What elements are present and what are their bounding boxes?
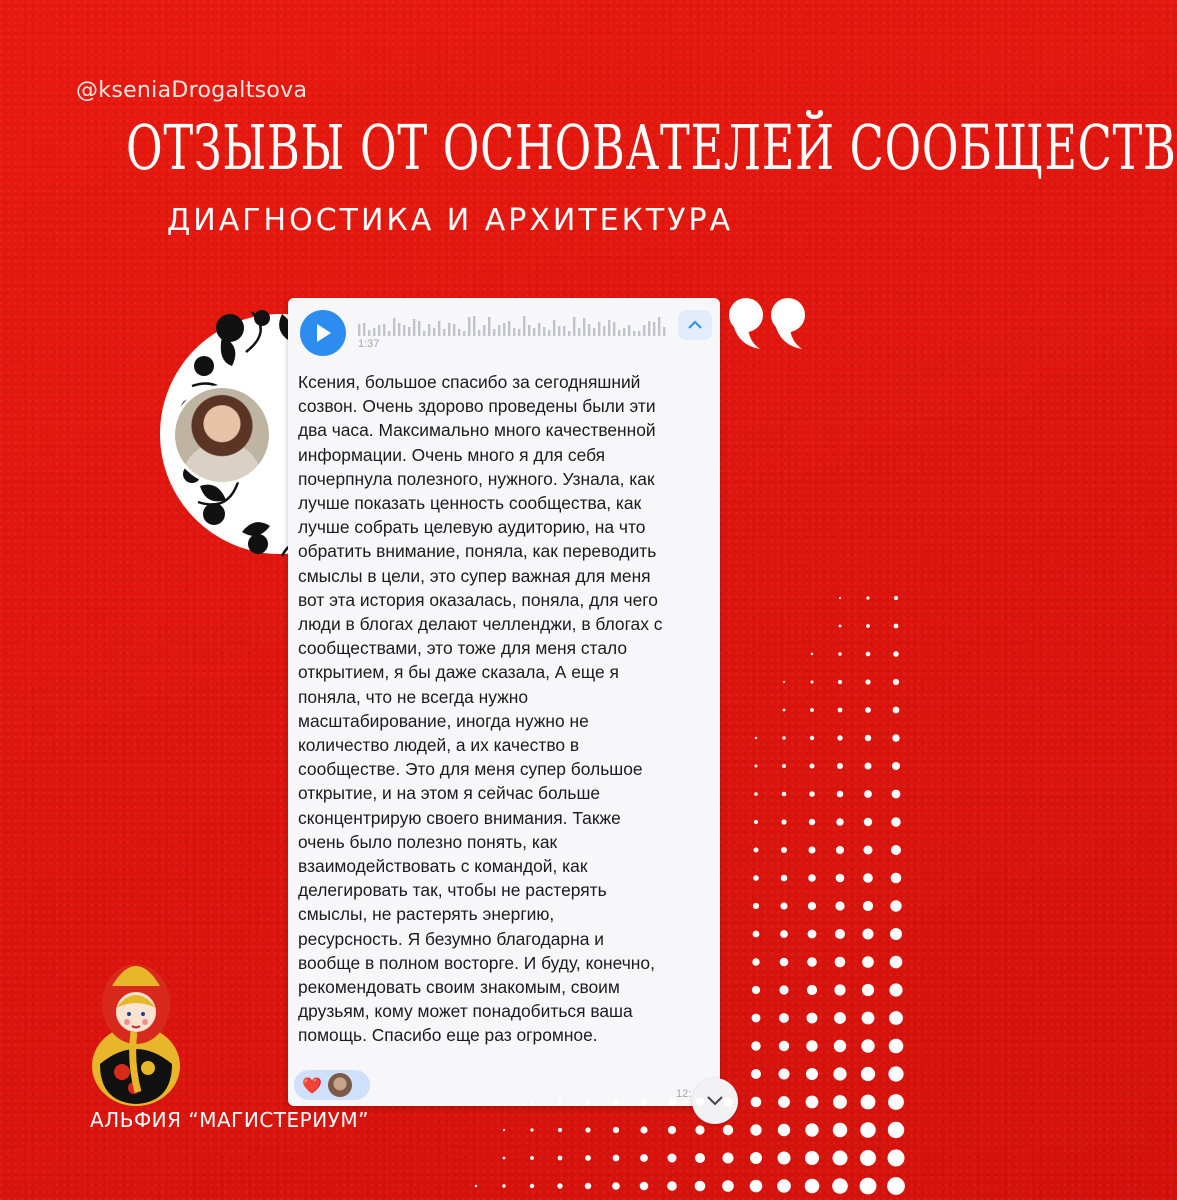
decor-dot xyxy=(891,845,901,855)
decor-dot xyxy=(807,985,817,995)
waveform-bar xyxy=(538,323,540,336)
waveform-bar xyxy=(388,331,390,336)
decor-dot xyxy=(752,958,759,965)
waveform-bar xyxy=(393,318,395,336)
decor-dot xyxy=(755,765,758,768)
decor-dot xyxy=(892,790,901,799)
transcript-text: Ксения, большое спасибо за сегодняшний созвон. Очень здорово проведены были эти два часа. Максимально много качественной информации. Очень много я для себя почерпнула полезного, нужного. Узнала, как лучше показать ценность сообщества, как лучше собрать целевую аудиторию, на что обратить внимание, поняла, как переводить смыслы в цели, это супер важная для меня вот эта история оказалась, поняла, для чего люди в блогах делают челленджи, в блогах с сообществами, это тоже для меня стало открытием, я бы даже сказала, А еще я поняла, что не всегда нужно масштабирование, иногда нужно не количество людей, а их качество в сообществе. Это для меня супер большое открытие, и на этом я сейчас больше сконцентрирую своего внимания. Также очень было полезно понять, как взаимодействовать с командой, как делегировать так, чтобы не растерять смыслы, не растерять энергию, ресурсность. Я безумно благодарна и вообще в полном восторге. И буду, конечно, рекомендовать своим знакомым, своим друзьям, кому может понадобиться ваша помощь. Спасибо еще раз огромное. xyxy=(298,372,663,1046)
decor-dot xyxy=(890,928,902,940)
waveform-bar xyxy=(528,325,530,336)
waveform-bar xyxy=(498,325,500,336)
matryoshka-icon xyxy=(86,948,186,1108)
waveform-bar xyxy=(663,327,665,336)
decor-dot xyxy=(866,652,871,657)
decor-dot xyxy=(754,792,758,796)
decor-dot xyxy=(833,1095,847,1109)
waveform-bar xyxy=(628,325,630,336)
waveform-bar xyxy=(613,322,615,336)
decor-dot xyxy=(779,1069,790,1080)
decor-dot xyxy=(780,958,789,967)
waveform-bar xyxy=(483,325,485,336)
decor-dot xyxy=(782,792,787,797)
decor-dot xyxy=(894,596,898,600)
decor-dot xyxy=(586,1100,591,1105)
waveform-bar xyxy=(558,326,560,336)
waveform-bar xyxy=(633,331,635,336)
decor-dot xyxy=(865,707,871,713)
decor-dot xyxy=(887,1177,905,1195)
decor-dot xyxy=(782,736,785,739)
decor-dot xyxy=(752,986,760,994)
waveform-bar xyxy=(658,317,660,336)
waveform-bar xyxy=(553,320,555,336)
decor-dot xyxy=(837,763,843,769)
waveform-bar xyxy=(463,331,465,336)
decor-dot xyxy=(893,679,899,685)
decor-dot xyxy=(835,929,845,939)
decor-dot xyxy=(833,1067,846,1080)
decor-dot xyxy=(809,819,815,825)
decor-dot xyxy=(890,956,903,969)
decor-dot xyxy=(751,1069,761,1079)
waveform-bar xyxy=(603,326,605,336)
decor-dot xyxy=(864,790,872,798)
decor-dot xyxy=(835,901,844,910)
decor-dot xyxy=(838,652,841,655)
decor-dot xyxy=(585,1183,591,1189)
dot-pattern-decoration xyxy=(440,590,900,1200)
waveform-bar xyxy=(578,328,580,336)
decor-dot xyxy=(834,1040,846,1052)
decor-dot xyxy=(836,874,845,883)
decor-dot xyxy=(752,1014,761,1023)
decor-dot xyxy=(558,1156,563,1161)
decor-dot xyxy=(837,735,842,740)
decor-dot xyxy=(641,1099,648,1106)
decor-dot xyxy=(839,597,841,599)
decor-dot xyxy=(640,1126,647,1133)
decor-dot xyxy=(558,1128,562,1132)
waveform-bar xyxy=(573,317,575,336)
chevron-up-icon xyxy=(687,320,703,330)
waveform[interactable] xyxy=(358,316,668,338)
collapse-button[interactable] xyxy=(678,310,712,340)
decor-dot xyxy=(889,1011,903,1025)
waveform-bar xyxy=(623,328,625,336)
decor-dot xyxy=(750,1152,762,1164)
waveform-bar xyxy=(418,321,420,336)
waveform-bar xyxy=(403,325,405,336)
decor-dot xyxy=(723,1153,734,1164)
play-icon xyxy=(313,322,333,344)
decor-dot xyxy=(696,1098,705,1107)
decor-dot xyxy=(888,1122,904,1138)
decor-dot xyxy=(779,1041,789,1051)
decor-dot xyxy=(805,1179,820,1194)
decor-dot xyxy=(782,764,786,768)
waveform-bar xyxy=(448,323,450,336)
waveform-bar xyxy=(648,321,650,336)
decor-dot xyxy=(838,708,843,713)
decor-dot xyxy=(808,902,816,910)
decor-dot xyxy=(755,737,757,739)
waveform-bar xyxy=(568,331,570,336)
decor-dot xyxy=(863,901,873,911)
decor-dot xyxy=(475,1185,477,1187)
waveform-bar xyxy=(383,324,385,336)
decor-dot xyxy=(530,1156,534,1160)
waveform-bar xyxy=(423,331,425,336)
decor-dot xyxy=(860,1122,875,1137)
handle: @kseniaDrogaltsova xyxy=(76,78,308,103)
decor-dot xyxy=(808,874,816,882)
quote-icon xyxy=(722,285,822,355)
decor-dot xyxy=(808,930,817,939)
decor-dot xyxy=(806,1040,817,1051)
page-title: ОТЗЫВЫ ОТ ОСНОВАТЕЛЕЙ СООБЩЕСТВ xyxy=(126,111,1177,184)
decor-dot xyxy=(695,1153,705,1163)
play-button[interactable] xyxy=(300,310,346,356)
decor-dot xyxy=(833,1123,847,1137)
decor-dot xyxy=(860,1150,876,1166)
decor-dot xyxy=(613,1155,620,1162)
decor-dot xyxy=(781,847,787,853)
decor-dot xyxy=(834,1012,846,1024)
decor-dot xyxy=(778,1096,790,1108)
decor-dot xyxy=(753,875,759,881)
decor-dot xyxy=(781,819,786,824)
decor-dot xyxy=(889,1039,904,1054)
decor-dot xyxy=(807,1013,818,1024)
decor-dot xyxy=(893,707,900,714)
decor-dot xyxy=(838,680,842,684)
decor-dot xyxy=(779,1013,789,1023)
decor-dot xyxy=(862,956,874,968)
decor-dot xyxy=(861,1067,875,1081)
decor-dot xyxy=(558,1100,562,1104)
decor-dot xyxy=(865,679,870,684)
decor-dot xyxy=(613,1099,619,1105)
decor-dot xyxy=(805,1151,819,1165)
decor-dot xyxy=(613,1127,619,1133)
decor-dot xyxy=(809,847,816,854)
decor-dot xyxy=(835,957,846,968)
decor-dot xyxy=(889,983,902,996)
decor-dot xyxy=(864,846,873,855)
reaction-pill[interactable] xyxy=(294,1070,370,1100)
waveform-bar xyxy=(443,329,445,336)
message-time: 12: xyxy=(676,1088,692,1100)
decor-dot xyxy=(836,846,844,854)
waveform-bar xyxy=(373,328,375,336)
decor-dot xyxy=(839,625,842,628)
decor-dot xyxy=(557,1183,562,1188)
decor-dot xyxy=(695,1125,704,1134)
waveform-bar xyxy=(378,325,380,336)
decor-dot xyxy=(810,708,814,712)
avatar xyxy=(172,385,272,485)
heart-icon: ❤️ xyxy=(302,1075,322,1095)
decor-dot xyxy=(502,1184,505,1187)
waveform-bar xyxy=(458,329,460,336)
decor-dot xyxy=(807,957,817,967)
decor-dot xyxy=(809,791,815,797)
reactor-avatar xyxy=(328,1073,352,1097)
waveform-bar xyxy=(468,317,470,336)
page-subtitle: ДИАГНОСТИКА И АРХИТЕКТУРА xyxy=(166,203,734,238)
decor-dot xyxy=(810,736,814,740)
decor-dot xyxy=(753,903,759,909)
waveform-bar xyxy=(543,327,545,336)
waveform-bar xyxy=(513,328,515,336)
waveform-bar xyxy=(433,328,435,336)
decor-dot xyxy=(779,985,788,994)
decor-dot xyxy=(865,735,871,741)
decor-dot xyxy=(892,762,900,770)
waveform-bar xyxy=(593,328,595,336)
decor-dot xyxy=(888,1066,903,1081)
decor-dot xyxy=(893,651,899,657)
decor-dot xyxy=(778,1152,791,1165)
waveform-bar xyxy=(523,316,525,336)
waveform-bar xyxy=(548,330,550,336)
decor-dot xyxy=(723,1125,733,1135)
decor-dot xyxy=(863,873,873,883)
decor-dot xyxy=(864,818,872,826)
decor-dot xyxy=(865,763,872,770)
decor-dot xyxy=(668,1126,676,1134)
decor-dot xyxy=(834,984,845,995)
waveform-bar xyxy=(518,329,520,336)
waveform-bar xyxy=(608,320,610,336)
waveform-bar xyxy=(533,328,535,336)
decor-dot xyxy=(862,1012,875,1025)
waveform-bar xyxy=(438,321,440,336)
decor-dot xyxy=(833,1151,848,1166)
decor-dot xyxy=(530,1184,534,1188)
decor-dot xyxy=(751,1041,760,1050)
decor-dot xyxy=(750,1124,761,1135)
decor-dot xyxy=(832,1178,848,1194)
decor-dot xyxy=(781,875,788,882)
decor-dot xyxy=(640,1182,649,1191)
waveform-bar xyxy=(598,322,600,336)
decor-dot xyxy=(751,1097,762,1108)
waveform-bar xyxy=(413,319,415,336)
waveform-bar xyxy=(363,323,365,336)
decor-dot xyxy=(783,681,785,683)
decor-dot xyxy=(863,929,874,940)
decor-dot xyxy=(806,1096,819,1109)
decor-dot xyxy=(891,873,902,884)
decor-dot xyxy=(805,1123,818,1136)
decor-dot xyxy=(783,709,786,712)
author-label: АЛЬФИЯ “МАГИСТЕРИУМ” xyxy=(90,1108,369,1132)
decor-dot xyxy=(780,930,788,938)
decor-dot xyxy=(753,931,760,938)
waveform-bar xyxy=(358,324,360,336)
decor-dot xyxy=(888,1150,905,1167)
decor-dot xyxy=(837,791,844,798)
decor-dot xyxy=(585,1155,591,1161)
decor-dot xyxy=(892,734,899,741)
decor-dot xyxy=(750,1180,763,1193)
decor-dot xyxy=(866,596,869,599)
waveform-bar xyxy=(653,322,655,336)
decor-dot xyxy=(612,1182,620,1190)
decor-dot xyxy=(862,984,874,996)
decor-dot xyxy=(891,817,900,826)
waveform-bar xyxy=(428,324,430,336)
decor-dot xyxy=(810,764,815,769)
duration-label: 1:37 xyxy=(358,338,380,350)
decor-dot xyxy=(503,1157,506,1160)
waveform-bar xyxy=(638,331,640,336)
waveform-bar xyxy=(643,325,645,336)
decor-dot xyxy=(861,1095,876,1110)
waveform-bar xyxy=(508,321,510,336)
decor-dot xyxy=(754,820,758,824)
waveform-bar xyxy=(398,323,400,336)
decor-dot xyxy=(780,902,787,909)
waveform-bar xyxy=(563,326,565,336)
waveform-bar xyxy=(488,317,490,336)
decor-dot xyxy=(890,900,901,911)
decor-dot xyxy=(861,1039,874,1052)
decor-dot xyxy=(778,1124,790,1136)
decor-dot xyxy=(894,624,899,629)
decor-dot xyxy=(777,1179,791,1193)
waveform-bar xyxy=(408,327,410,336)
decor-dot xyxy=(640,1154,648,1162)
decor-dot xyxy=(668,1154,677,1163)
waveform-bar xyxy=(493,329,495,336)
waveform-bar xyxy=(588,324,590,336)
decor-dot xyxy=(503,1129,505,1131)
decor-dot xyxy=(860,1178,877,1195)
decor-dot xyxy=(530,1128,533,1131)
waveform-bar xyxy=(478,330,480,336)
waveform-bar xyxy=(583,318,585,336)
decor-dot xyxy=(695,1181,706,1192)
decor-dot xyxy=(667,1181,677,1191)
decor-dot xyxy=(585,1127,590,1132)
decor-dot xyxy=(754,848,759,853)
decor-dot xyxy=(531,1101,534,1104)
decor-dot xyxy=(836,818,843,825)
decor-dot xyxy=(811,681,814,684)
decor-dot xyxy=(866,624,870,628)
waveform-bar xyxy=(368,330,370,336)
waveform-bar xyxy=(473,316,475,336)
waveform-bar xyxy=(453,324,455,336)
waveform-bar xyxy=(503,323,505,336)
decor-dot xyxy=(723,1097,733,1107)
waveform-bar xyxy=(618,330,620,336)
decor-dot xyxy=(811,653,813,655)
decor-dot xyxy=(668,1098,676,1106)
decor-dot xyxy=(888,1094,904,1110)
decor-dot xyxy=(806,1068,818,1080)
decor-dot xyxy=(722,1180,734,1192)
